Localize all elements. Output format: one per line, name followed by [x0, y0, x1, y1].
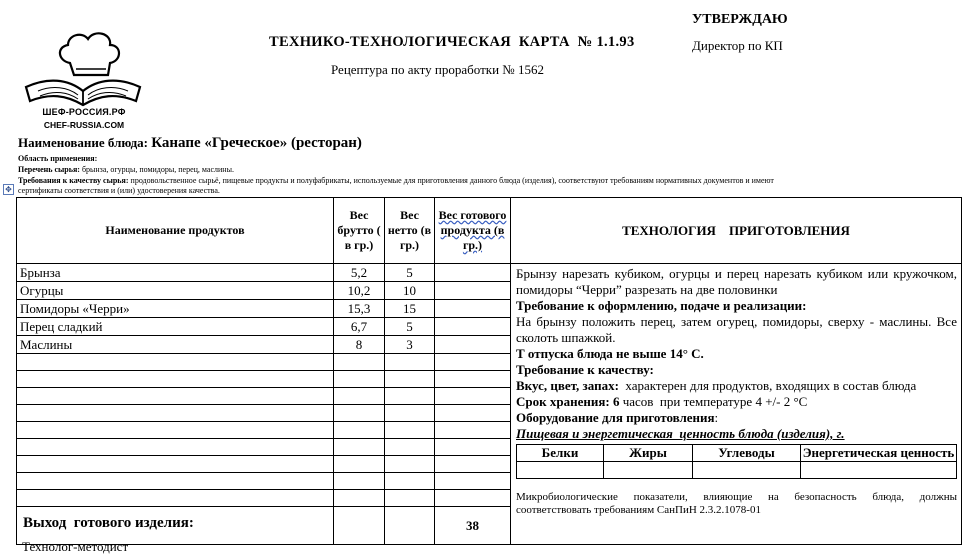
- product-name: Перец сладкий: [17, 318, 334, 336]
- header-net: Вес нетто (в гр.): [385, 198, 435, 264]
- gross-weight: 15,3: [334, 300, 385, 318]
- quality-line-2: сертификаты соответствия и (или) удостоверения качества.: [18, 186, 220, 195]
- table-row: [17, 264, 962, 282]
- net-weight: 3: [385, 336, 435, 354]
- nutrition-header-protein: Белки: [517, 445, 604, 462]
- scope-label: Область применения:: [18, 154, 98, 163]
- raw-materials-line: [18, 165, 234, 175]
- nutrition-header-energy: Энергетическая ценность: [801, 445, 957, 462]
- tech-quality-label: Требование к качеству:: [516, 362, 654, 377]
- net-weight: 10: [385, 282, 435, 300]
- nutrition-header-fat: Жиры: [604, 445, 693, 462]
- product-name: Помидоры «Черри»: [17, 300, 334, 318]
- recipe-table: [16, 197, 962, 545]
- nutrition-fat-value: [604, 462, 693, 479]
- approval-label: УТВЕРЖДАЮ: [692, 12, 788, 27]
- header-technology: ТЕХНОЛОГИЯ ПРИГОТОВЛЕНИЯ: [511, 198, 962, 264]
- nutrition-carbs-value: [693, 462, 801, 479]
- tech-equipment-label: Оборудование для приготовления: [516, 410, 715, 425]
- ready-weight: [435, 336, 511, 354]
- footer-technologist: Технолог-методист: [22, 539, 129, 554]
- product-name: Маслины: [17, 336, 334, 354]
- tech-taste: [516, 378, 957, 394]
- yield-value: 38: [435, 507, 511, 545]
- quality-line: [18, 176, 774, 186]
- ready-weight: [435, 264, 511, 282]
- gross-weight: 8: [334, 336, 385, 354]
- ready-weight: [435, 300, 511, 318]
- tech-equipment-colon: :: [714, 410, 719, 425]
- tech-taste-text: характерен для продуктов, входящих в состав блюда: [618, 378, 917, 393]
- logo-text-ru: ШЕФ-РОССИЯ.РФ: [42, 107, 126, 117]
- tech-taste-label: Вкус, цвет, запах:: [516, 378, 619, 393]
- tech-equipment: [516, 410, 957, 426]
- scope-line: [18, 154, 97, 164]
- tech-microbiology: Микробиологические показатели, влияющие на безопасность блюда, должны соответствовать требованиям СанПиН 2.3.2.1078-01: [516, 491, 957, 516]
- quality-text: продовольственное сырьё, пищевые продукты и полуфабрикаты, используемые для приготовления данного блюда (изделия), соответствуют требованиям нормативных документов и имеют: [128, 176, 774, 185]
- ready-weight: [435, 318, 511, 336]
- nutrition-table: [516, 444, 957, 479]
- net-weight: 15: [385, 300, 435, 318]
- tech-serving-label: Требование к оформлению, подаче и реализации:: [516, 298, 807, 313]
- tech-storage: [516, 394, 957, 410]
- tech-serving-text: На брынзу положить перец, затем огурец, помидоры, сверху - маслины. Все сколоть шпажкой.: [516, 314, 957, 345]
- logo-text-en: CHEF-RUSSIA.COM: [43, 120, 125, 130]
- header-ready: [435, 198, 511, 264]
- tech-temperature: Т отпуска блюда не выше 14° С.: [516, 346, 704, 361]
- net-weight: 5: [385, 264, 435, 282]
- dish-label: Наименование блюда:: [18, 135, 152, 150]
- product-name: Брынза: [17, 264, 334, 282]
- director-label: Директор по КП: [692, 38, 783, 53]
- header-product: Наименование продуктов: [17, 198, 334, 264]
- nutrition-header-carbs: Углеводы: [693, 445, 801, 462]
- table-move-handle-icon[interactable]: ✥: [3, 184, 14, 195]
- tech-storage-hours: 6: [609, 394, 620, 409]
- yield-label: Выход готового изделия:: [17, 507, 334, 545]
- tech-storage-text: часов при температуре 4 +/- 2 °С: [619, 394, 808, 409]
- product-name: Огурцы: [17, 282, 334, 300]
- net-weight: 5: [385, 318, 435, 336]
- tech-nutrition-text: Пищевая и энергетическая ценность блюда (изделия), г.: [516, 426, 845, 441]
- nutrition-protein-value: [517, 462, 604, 479]
- raw-label: Перечень сырья:: [18, 165, 80, 174]
- gross-weight: 6,7: [334, 318, 385, 336]
- gross-weight: 5,2: [334, 264, 385, 282]
- dish-name: [18, 135, 362, 152]
- chef-hat-book-icon: [18, 25, 148, 110]
- ready-weight: [435, 282, 511, 300]
- tech-nutrition-label: [516, 426, 957, 442]
- document-subtitle: Рецептура по акту проработки № 1562: [331, 62, 544, 77]
- raw-text: брынза, огурцы, помидоры, перец, маслины.: [79, 165, 234, 174]
- nutrition-energy-value: [801, 462, 957, 479]
- gross-weight: 10,2: [334, 282, 385, 300]
- tech-storage-label: Срок хранения:: [516, 394, 610, 409]
- document-title: ТЕХНИКО-ТЕХНОЛОГИЧЕСКАЯ КАРТА № 1.1.93: [269, 34, 635, 50]
- tech-preparation: Брынзу нарезать кубиком, огурцы и перец нарезать кубиком или кружочком, помидоры “Черри” разрезать на две половинки: [516, 266, 957, 297]
- quality-label: Требования к качеству сырья:: [18, 176, 129, 185]
- technology-cell: [511, 264, 962, 545]
- header-ready-text: Вес готового продукта (в гр.): [438, 208, 507, 252]
- dish-title: Канапе «Греческое» (ресторан): [151, 135, 362, 151]
- header-gross: Вес брутто ( в гр.): [334, 198, 385, 264]
